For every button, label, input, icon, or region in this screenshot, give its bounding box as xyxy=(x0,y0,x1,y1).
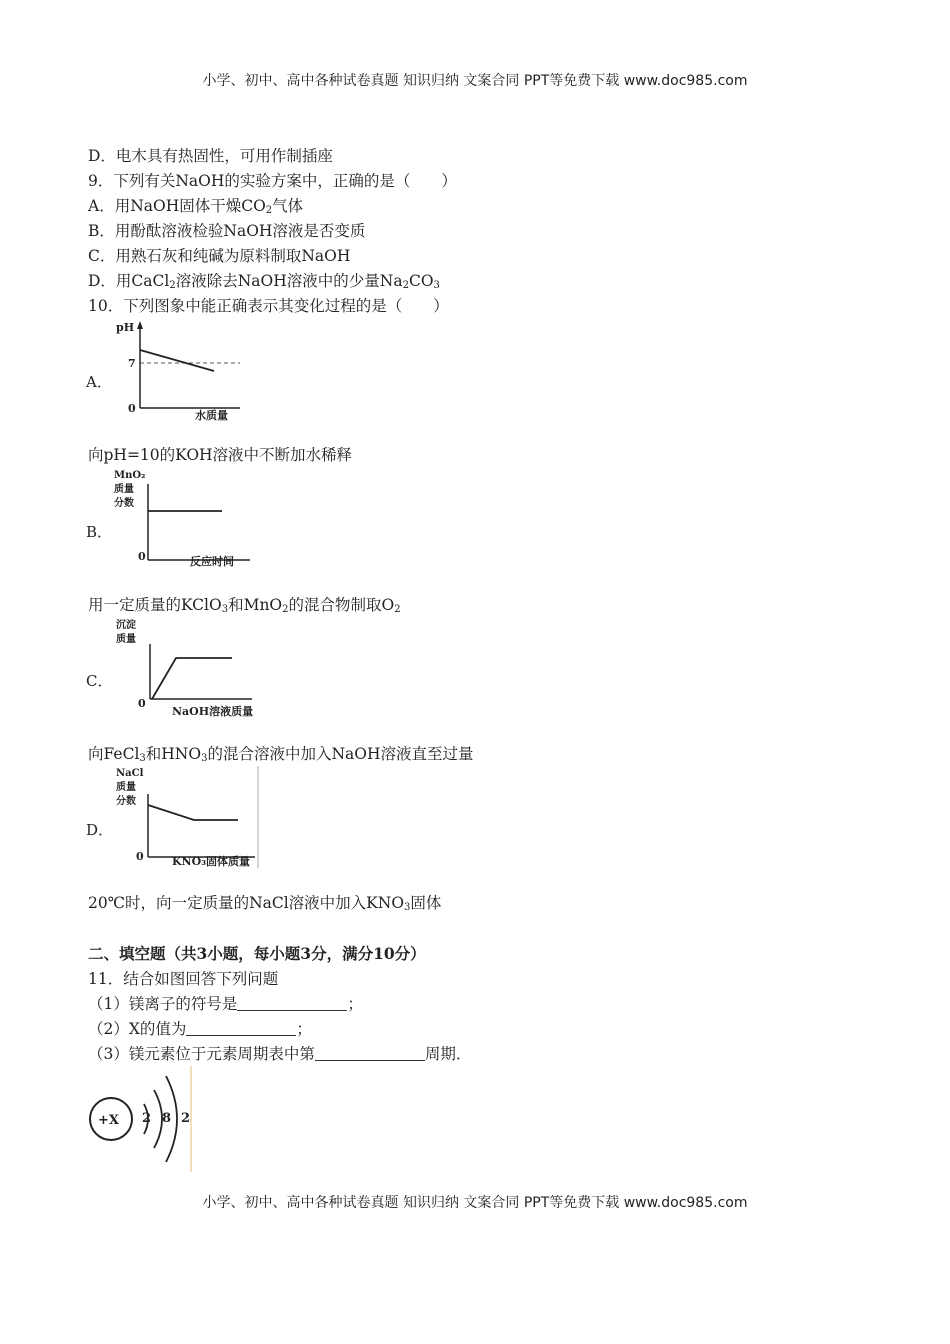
chart-a-origin: 0 xyxy=(128,402,136,415)
q9-stem: 9．下列有关NaOH的实验方案中，正确的是（ ） xyxy=(88,172,457,190)
q11-p1-end: ； xyxy=(347,995,363,1013)
q9-a-sub: 2 xyxy=(265,205,273,216)
q11-p2-text: （2）X的值为 xyxy=(88,1020,187,1038)
cap-b-text1: 用一定质量的KClO xyxy=(88,596,222,614)
chart-d-y-label-3: 分数 xyxy=(116,796,136,807)
chart-c-origin: 0 xyxy=(138,697,146,710)
q9-d-sub3: 3 xyxy=(433,280,440,291)
chart-d-origin: 0 xyxy=(136,850,144,863)
shell-1-electrons: 2 xyxy=(142,1111,152,1126)
q11-part-1 xyxy=(88,994,363,1014)
cap-c-text2: 和HNO xyxy=(145,745,202,763)
page-footer: 小学、初中、高中各种试卷真题 知识归纳 文案合同 PPT等免费下载 www.doc985.com xyxy=(202,1195,748,1211)
q11-p3-end: 周期． xyxy=(424,1045,472,1063)
chart-b-y-label-1: MnO₂ xyxy=(114,470,146,481)
q10-caption-a: 向pH=10的KOH溶液中不断加水稀释 xyxy=(88,446,353,464)
q10-stem: 10．下列图象中能正确表示其变化过程的是（ ） xyxy=(88,297,449,315)
q9-a-text: A．用NaOH固体干燥CO xyxy=(88,197,266,215)
q9-d-text2: 溶液除去NaOH溶液中的少量Na xyxy=(175,272,403,290)
cap-b-sub2: 2 xyxy=(282,604,289,615)
cap-c-sub2: 3 xyxy=(201,753,208,764)
cap-c-sub1: 3 xyxy=(139,753,146,764)
shell-2-electrons: 8 xyxy=(162,1111,172,1126)
cap-c-text1: 向FeCl xyxy=(88,745,140,763)
q11-p1-blank[interactable] xyxy=(237,995,347,1011)
chart-d-y-label-2: 质量 xyxy=(116,782,136,793)
chart-a-curve xyxy=(140,350,214,371)
q9-d-sub1: 2 xyxy=(169,280,176,291)
q10-option-c-label: C． xyxy=(86,672,113,690)
q9-option-a xyxy=(88,196,303,221)
chart-a-y-label: pH xyxy=(116,321,135,334)
cap-d-text1: 20℃时，向一定质量的NaCl溶液中加入KNO xyxy=(88,894,405,912)
q11-part-2 xyxy=(88,1019,312,1039)
q9-d-sub2: 2 xyxy=(402,280,409,291)
chart-a-y-tick-7: 7 xyxy=(128,357,136,370)
q11-p2-end: ； xyxy=(296,1020,312,1038)
chart-d-y-label-1: NaCl xyxy=(116,768,144,779)
cap-b-sub3: 2 xyxy=(394,604,401,615)
chart-a-y-arrow xyxy=(137,321,143,329)
shell-3-electrons: 2 xyxy=(181,1111,191,1126)
q10-option-d-label: D． xyxy=(86,821,114,839)
q8-option-d: D．电木具有热固性，可用作制插座 xyxy=(88,147,333,165)
q10-caption-d xyxy=(88,893,441,918)
q9-option-b: B．用酚酞溶液检验NaOH溶液是否变质 xyxy=(88,222,366,240)
chart-b-origin: 0 xyxy=(138,550,146,563)
cap-d-text2: 固体 xyxy=(410,894,442,912)
q10-option-a-label: A． xyxy=(86,373,112,391)
cap-d-sub1: 3 xyxy=(404,902,411,913)
chart-a xyxy=(110,316,250,421)
q9-option-d xyxy=(88,271,440,296)
shell-arc-2 xyxy=(154,1090,162,1148)
q11-p1-text: （1）镁离子的符号是 xyxy=(88,995,238,1013)
chart-d-curve xyxy=(148,805,238,820)
page-header: 小学、初中、高中各种试卷真题 知识归纳 文案合同 PPT等免费下载 www.doc985.com xyxy=(202,73,748,89)
chart-c xyxy=(110,616,275,721)
chart-a-x-label: 水质量 xyxy=(195,409,228,421)
cap-b-sub1: 3 xyxy=(221,604,229,615)
chart-b-y-label-2: 质量 xyxy=(114,484,134,495)
chart-b-x-label: 反应时间 xyxy=(190,555,234,568)
chart-c-curve xyxy=(152,658,232,699)
nucleus-label: +X xyxy=(98,1113,119,1128)
q11-p3-text: （3）镁元素位于元素周期表中第 xyxy=(88,1045,315,1063)
chart-d xyxy=(110,764,275,872)
q10-option-b-label: B． xyxy=(86,523,113,541)
q9-option-c: C．用熟石灰和纯碱为原料制取NaOH xyxy=(88,247,351,265)
q11-p3-blank[interactable] xyxy=(315,1045,425,1061)
chart-c-y-label-2: 质量 xyxy=(116,634,136,645)
q9-d-text3: CO xyxy=(408,272,434,290)
q9-d-text: D．用CaCl xyxy=(88,272,170,290)
q11-part-3 xyxy=(88,1044,471,1064)
cap-b-text2: 和MnO xyxy=(228,596,283,614)
section-2-title: 二、填空题（共3小题，每小题3分，满分10分） xyxy=(88,944,426,963)
chart-d-x-label: KNO₃固体质量 xyxy=(172,855,251,868)
q11-p2-blank[interactable] xyxy=(186,1020,296,1036)
cap-c-text3: 的混合溶液中加入NaOH溶液直至过量 xyxy=(207,745,474,763)
chart-c-y-label-1: 沉淀 xyxy=(116,620,136,631)
cap-b-text3: 的混合物制取O xyxy=(288,596,395,614)
chart-c-x-label: NaOH溶液质量 xyxy=(172,705,254,718)
chart-b-y-label-3: 分数 xyxy=(114,498,134,509)
magnesium-atom-diagram xyxy=(84,1066,196,1172)
chart-b xyxy=(110,466,255,571)
q9-a-text2: 气体 xyxy=(272,197,304,215)
q11-stem: 11．结合如图回答下列问题 xyxy=(88,970,279,988)
